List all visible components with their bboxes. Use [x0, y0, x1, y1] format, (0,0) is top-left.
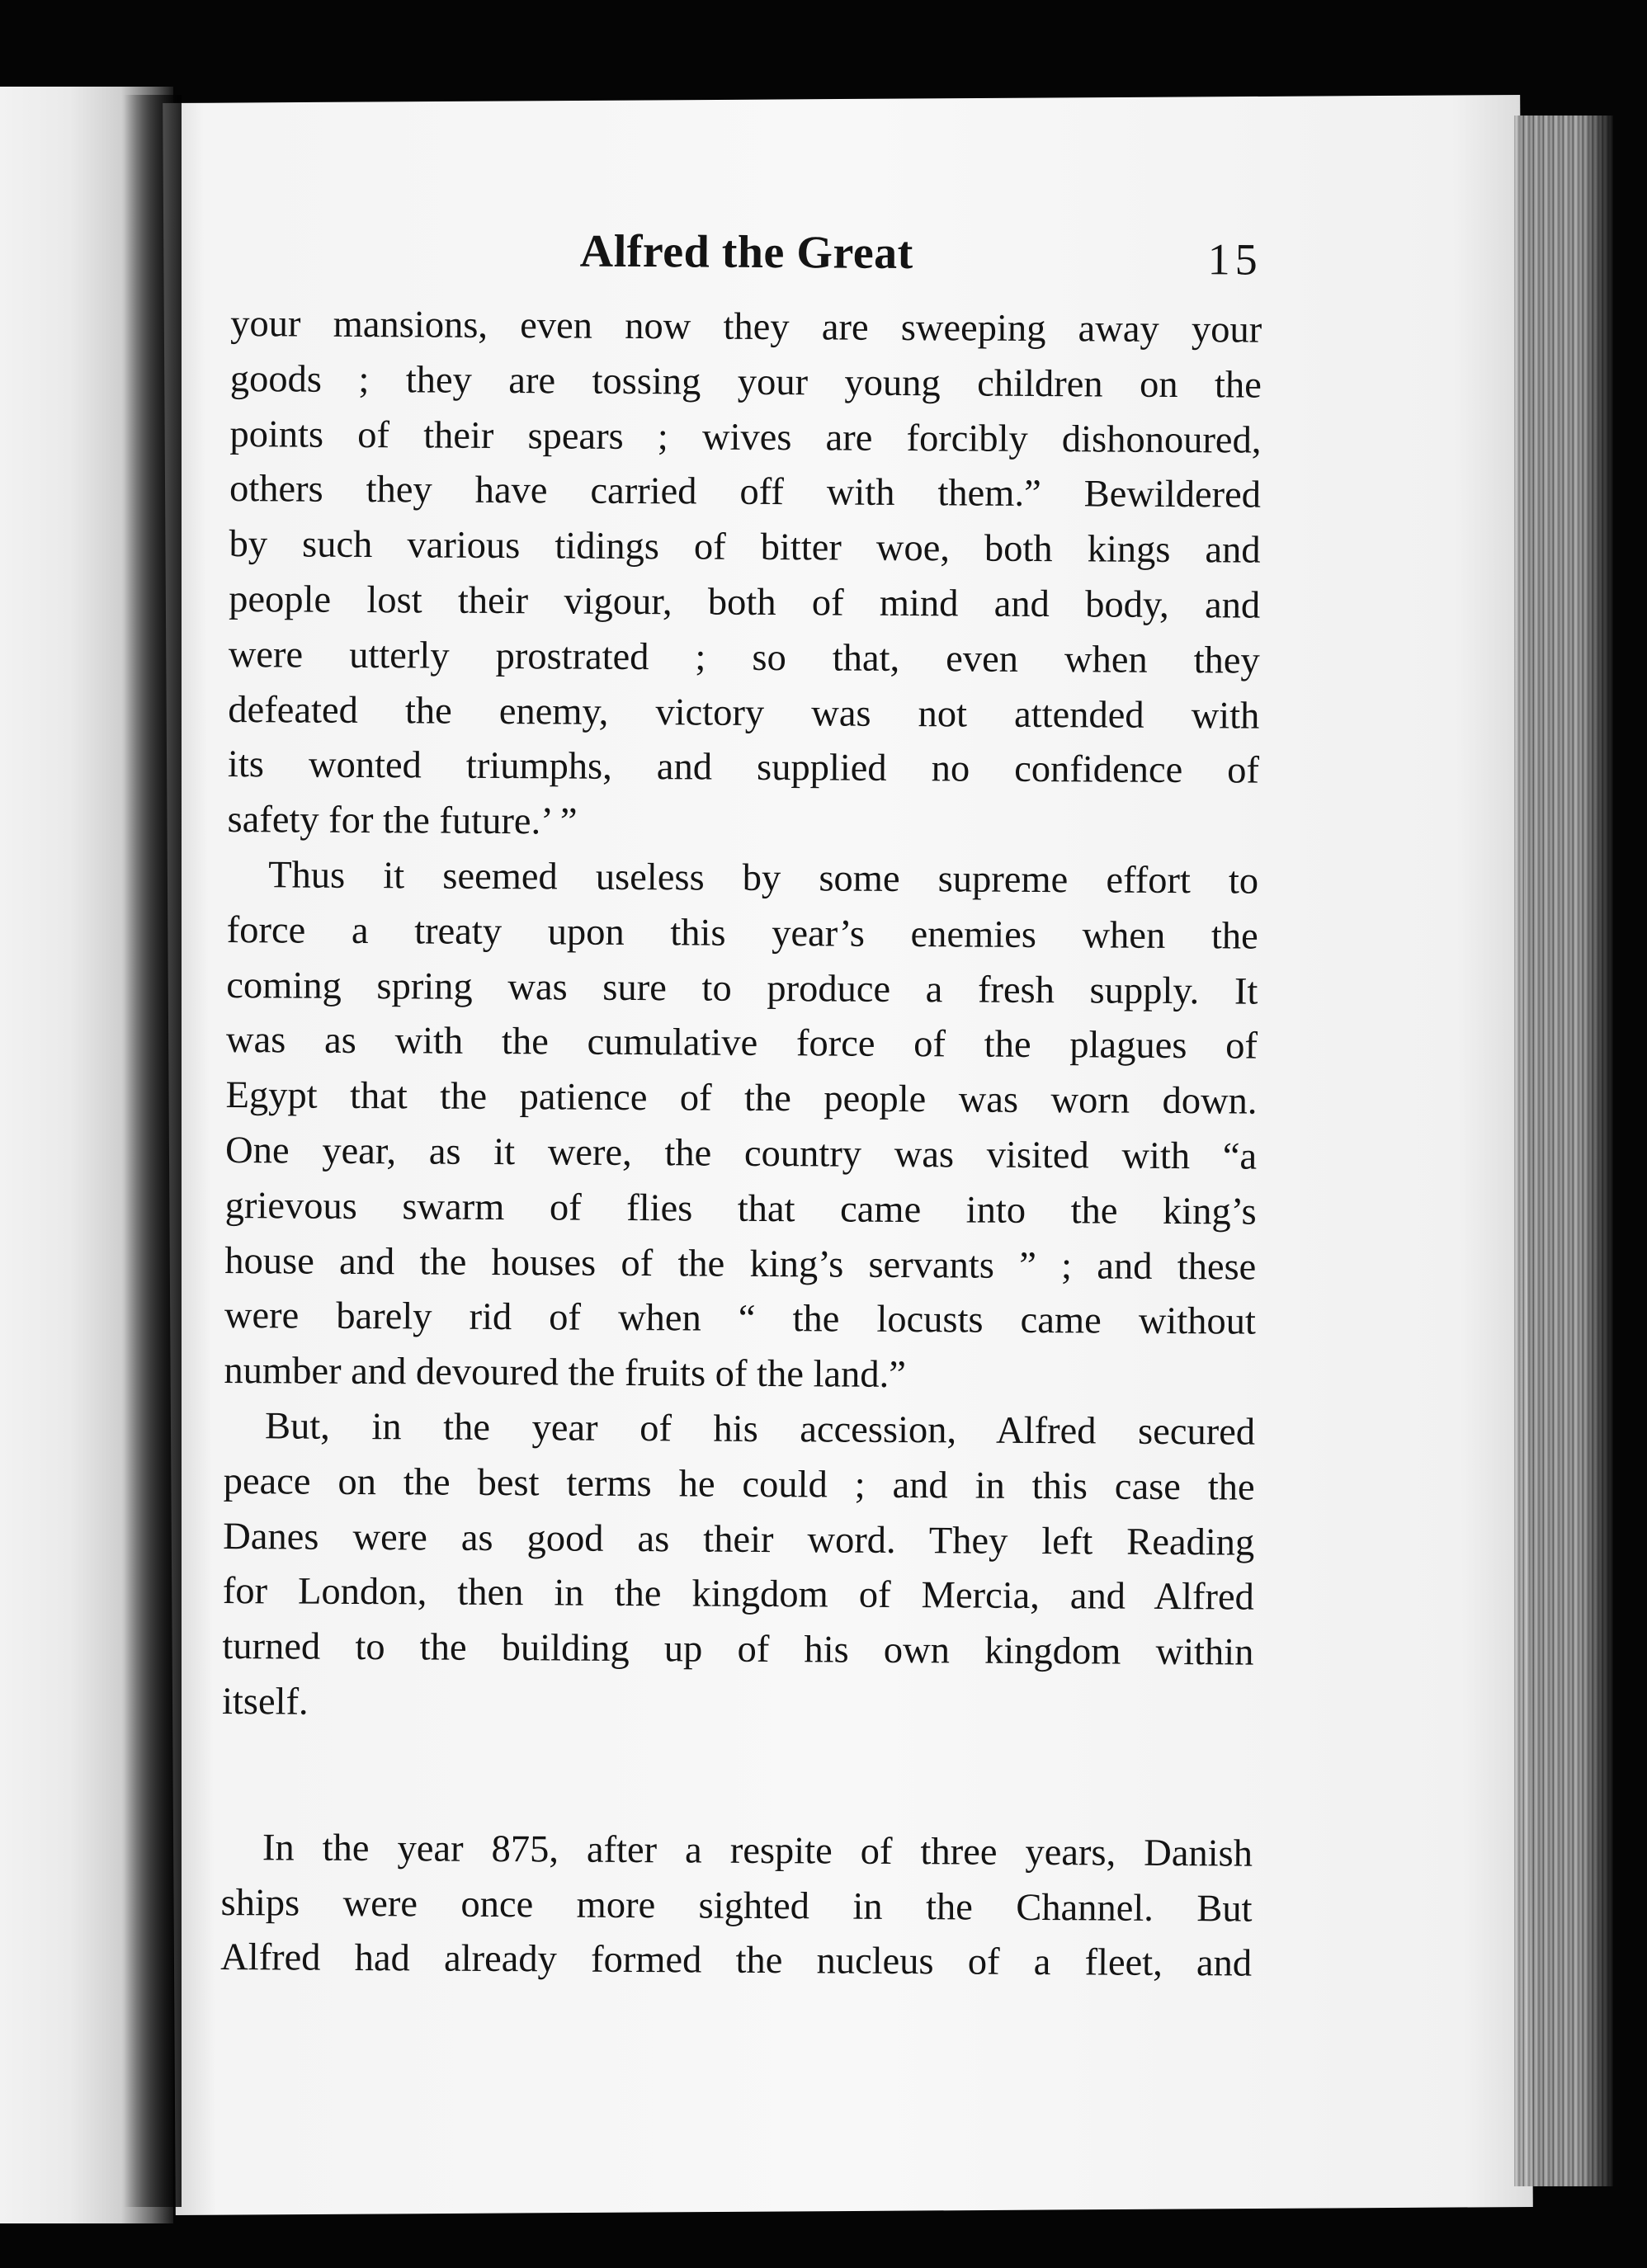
text-line: coming spring was sure to produce a fresh supply. It — [226, 964, 1258, 1013]
running-title: Alfred the Great — [579, 225, 913, 280]
text-line: house and the houses of the king’s servants ” ; and these — [224, 1239, 1257, 1289]
text-line: Egypt that the patience of the people was worn down. — [225, 1074, 1258, 1123]
text-line: points of their spears ; wives are forcibly dishonoured, — [229, 413, 1262, 462]
text-line: grievous swarm of flies that came into the king’s — [224, 1184, 1257, 1233]
text-block — [220, 223, 1262, 1992]
text-line: Thus it seemed useless by some supreme effort to — [268, 854, 1259, 903]
text-line: ships were once more sighted in the Channel. But — [220, 1881, 1253, 1931]
text-line: were utterly prostrated ; so that, even when they — [228, 633, 1260, 682]
running-head — [230, 223, 1262, 304]
paragraph — [222, 1399, 1255, 1736]
page-number: 15 — [1207, 234, 1262, 285]
text-line: were barely rid of when “ the locusts came without — [224, 1294, 1257, 1343]
text-line: for London, then in the kingdom of Mercia, and Alfred — [222, 1570, 1254, 1619]
text-line: Alfred had already formed the nucleus of a fleet, and — [219, 1936, 1253, 1985]
text-line: others they have carried off with them.” Bewildered — [229, 468, 1262, 517]
text-line: defeated the enemy, victory was not attended with — [228, 688, 1260, 738]
text-line: Danes were as good as their word. They left Reading — [223, 1515, 1255, 1564]
text-line: people lost their vigour, both of mind and body, and — [229, 578, 1261, 627]
page-block-edges — [1514, 116, 1613, 2186]
text-line: your mansions, even now they are sweeping away your — [230, 302, 1262, 351]
text-line: by such various tidings of bitter woe, both kings and — [229, 523, 1261, 572]
text-line: peace on the best terms he could ; and in this case the — [223, 1459, 1255, 1509]
text-line: force a treaty upon this year’s enemies when the — [226, 908, 1258, 958]
text-line: turned to the building up of his own kingdom within — [222, 1625, 1254, 1674]
paragraph — [220, 1821, 1253, 1992]
text-line: One year, as it were, the country was visited with “a — [224, 1129, 1258, 1178]
text-line: itself. — [221, 1680, 309, 1723]
body-text — [220, 297, 1262, 1992]
text-line: safety for the future.’ ” — [227, 799, 578, 843]
text-line: number and devoured the fruits of the land.” — [224, 1350, 907, 1397]
paragraph — [224, 848, 1258, 1406]
text-line: its wonted triumphs, and supplied no confidence of — [227, 743, 1260, 792]
text-line: goods ; they are tossing your young children on the — [229, 357, 1262, 407]
paragraph — [227, 297, 1262, 855]
text-line: But, in the year of his accession, Alfred secured — [264, 1405, 1256, 1454]
text-line: was as with the cumulative force of the plagues of — [225, 1019, 1258, 1068]
text-line: In the year 875, after a respite of three years, Danish — [262, 1826, 1253, 1875]
gutter-shadow — [124, 95, 182, 2207]
section-break — [221, 1730, 1253, 1827]
